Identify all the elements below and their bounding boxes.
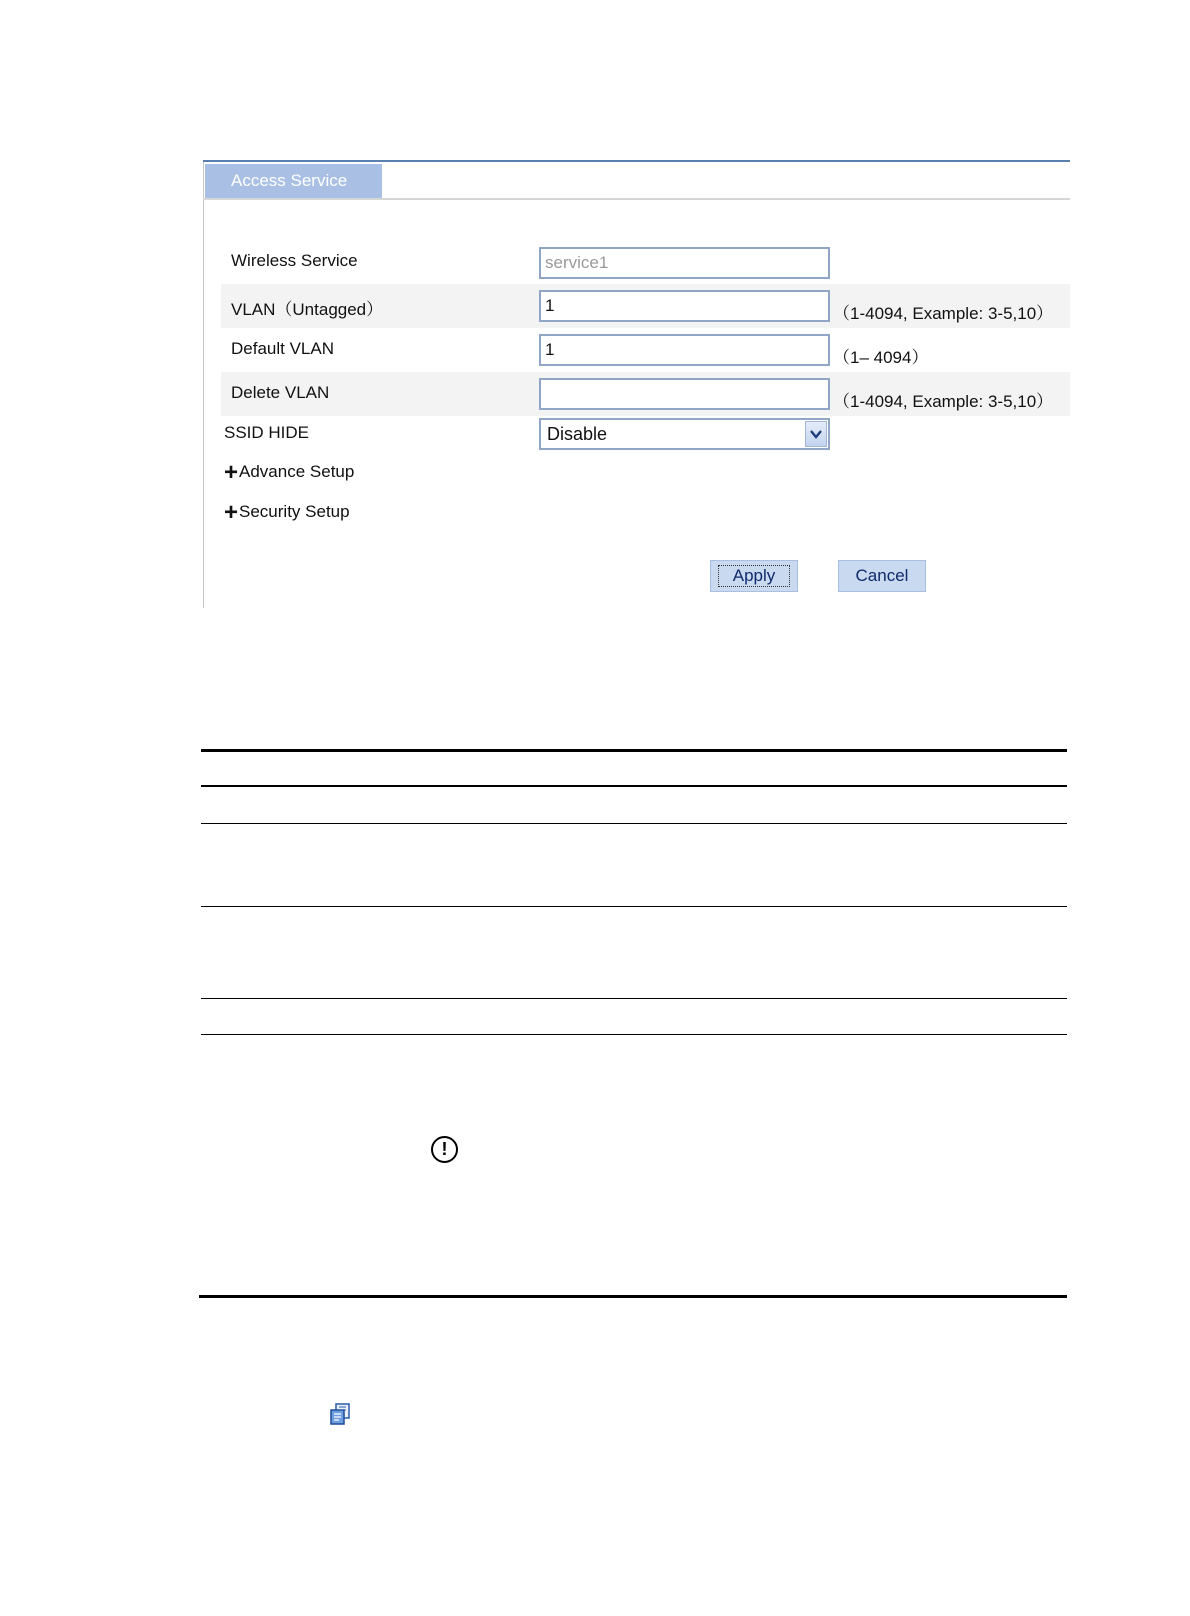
table-row-divider [201,998,1067,999]
plus-icon: + [224,498,239,526]
table-row-divider [201,906,1067,907]
vlan-untagged-input[interactable] [539,290,830,322]
wireless-service-input[interactable] [539,247,830,279]
default-vlan-label: Default VLAN [231,339,334,358]
default-vlan-hint: （1– 4094） [833,348,929,367]
apply-button-label: Apply [718,565,791,587]
ssid-hide-select[interactable] [539,418,830,450]
table-row-divider [201,823,1067,824]
cancel-button[interactable]: Cancel [838,560,926,592]
security-setup-label: Security Setup [239,502,350,521]
panel-left-border [203,162,204,608]
table-top-rule [201,749,1067,752]
delete-vlan-label: Delete VLAN [231,383,330,402]
apply-button[interactable] [710,560,798,592]
important-icon: ! [431,1136,458,1163]
copy-icon [329,1403,353,1425]
table-bottom-rule [201,1034,1067,1035]
vlan-untagged-label: VLAN（Untagged） [231,300,384,319]
vlan-untagged-hint: （1-4094, Example: 3-5,10） [833,304,1054,323]
security-setup-toggle[interactable] [224,498,350,526]
delete-vlan-input[interactable] [539,378,830,410]
table-header-rule [201,785,1067,787]
wireless-service-label: Wireless Service [231,251,358,270]
ssid-hide-value: Disable [547,424,608,444]
advance-setup-label: Advance Setup [239,462,355,481]
tab-access-service[interactable]: Access Service [205,164,382,198]
ssid-hide-label: SSID HIDE [224,423,310,442]
advance-setup-toggle[interactable] [224,458,355,486]
plus-icon: + [224,458,239,486]
note-bottom-rule [199,1295,1067,1298]
default-vlan-input[interactable] [539,334,830,366]
chevron-down-icon[interactable] [805,421,827,447]
delete-vlan-hint: （1-4094, Example: 3-5,10） [833,392,1054,411]
